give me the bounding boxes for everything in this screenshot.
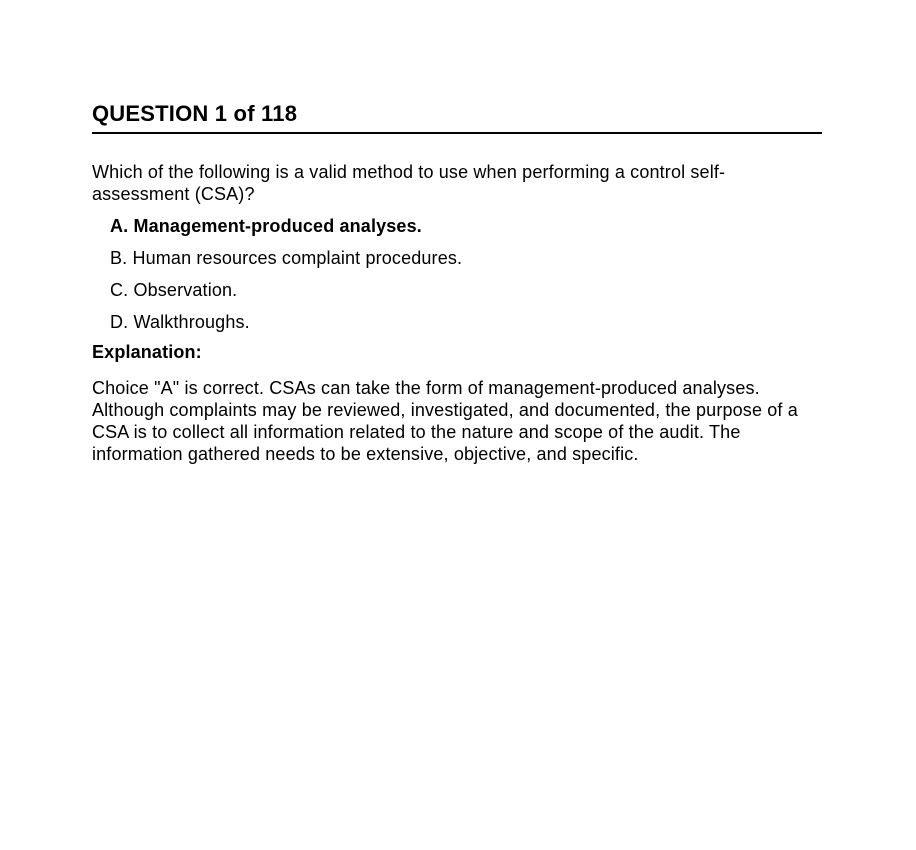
option-b [110,247,822,269]
option-a [110,215,822,237]
question-text: Which of the following is a valid method to use when performing a control self-assessment (CSA)? [92,162,726,204]
options-list [110,215,822,333]
option-b-text: Human resources complaint procedures. [132,248,463,268]
option-d [110,311,822,333]
option-c [110,279,822,301]
option-c-text: Observation. [133,280,238,300]
option-c-letter: C. [110,280,129,300]
option-d-letter: D. [110,312,129,332]
option-b-letter: B. [110,248,128,268]
option-a-letter: A. [110,216,129,236]
explanation-text: Choice "A" is correct. CSAs can take the form of management-produced analyses. Although complaints may be reviewed, investigated, and documented, the purpose of a CSA is to collect all information related to the nature and scope of the audit. The information gathered needs to be extensive, objective, and specific. [92,378,798,464]
question-block [92,0,822,465]
explanation-label: Explanation: [92,342,202,362]
question-header: QUESTION 1 of 118 [92,101,822,134]
option-a-text: Management-produced analyses. [133,216,422,236]
option-d-text: Walkthroughs. [133,312,250,332]
